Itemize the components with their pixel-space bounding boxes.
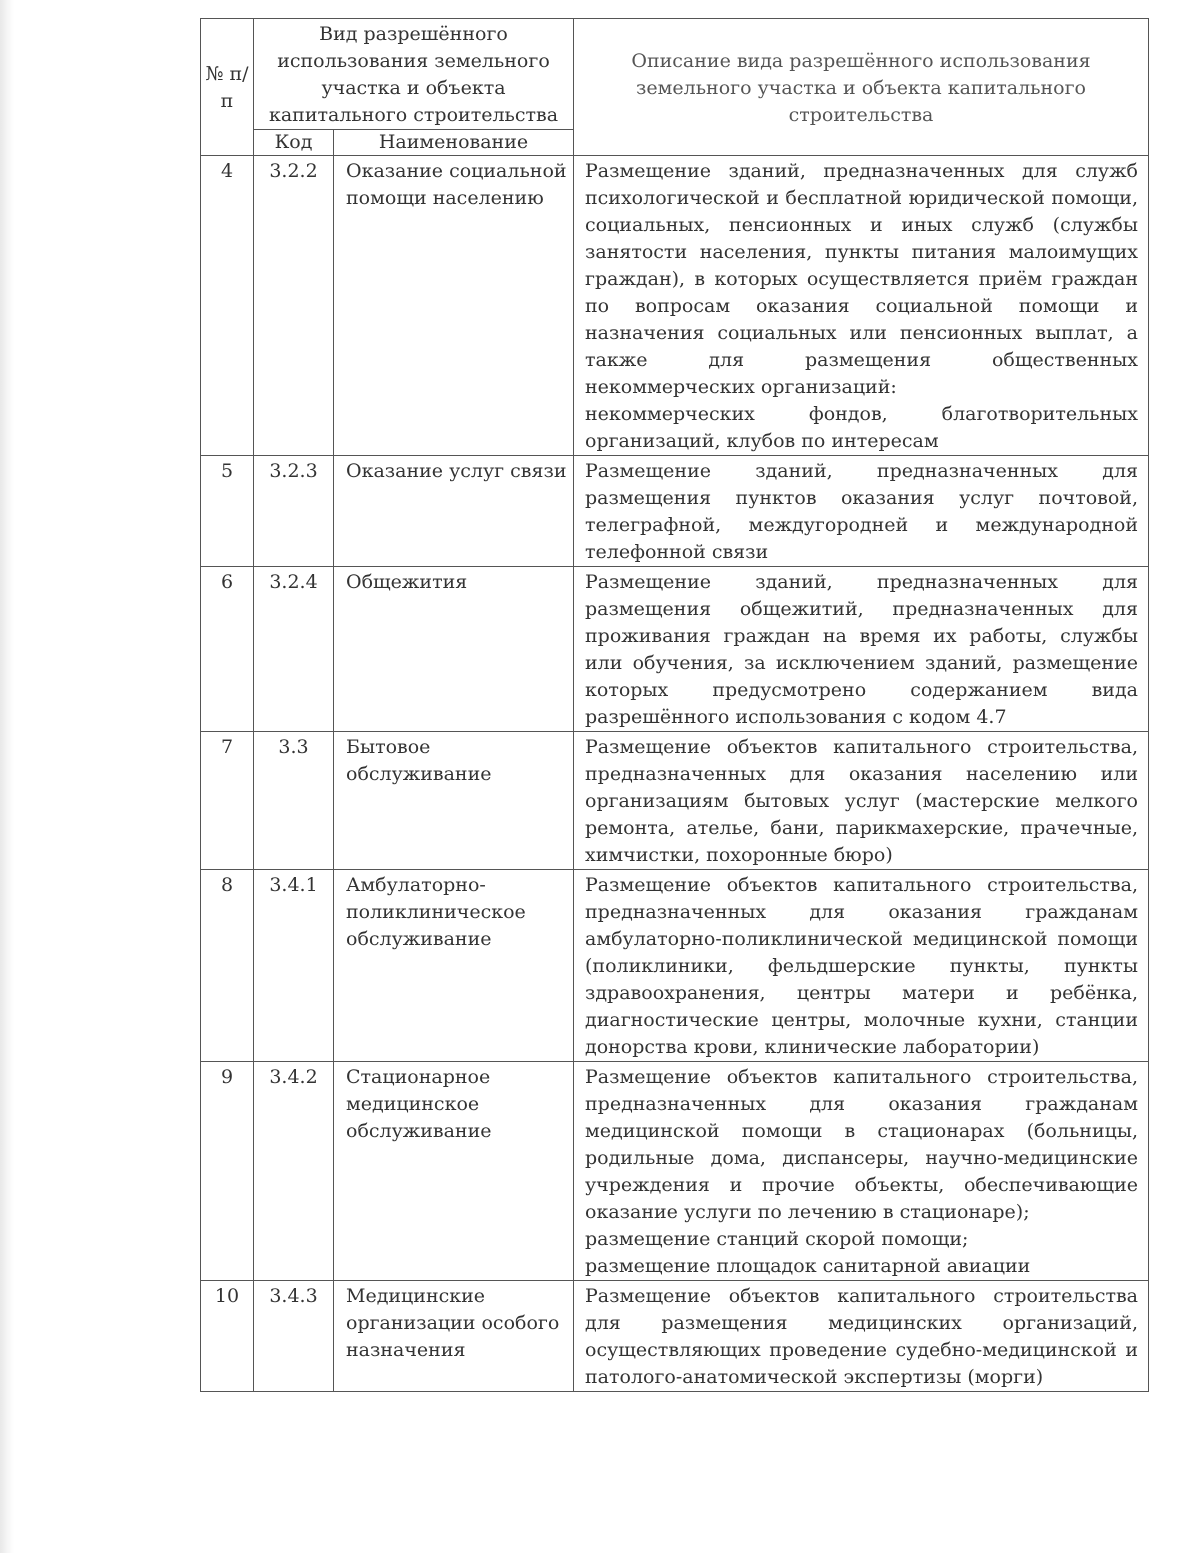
description-paragraph: некоммерческих фондов, благотворительных организаций, клубов по интересам <box>585 403 1138 452</box>
header-number: № п/п <box>201 19 254 156</box>
table-row <box>201 456 1149 567</box>
row-description <box>574 1281 1149 1392</box>
row-name: Амбулаторно-поликлиническое обслуживание <box>334 870 574 1062</box>
row-name: Общежития <box>334 567 574 732</box>
table-row <box>201 567 1149 732</box>
row-name: Бытовое обслуживание <box>334 732 574 870</box>
description-paragraph: Размещение объектов капитального строительства для размещения медицинских организаций, осуществляющих проведение судебно-медицинской и патолого-анатомической экспертизы (морги) <box>585 1285 1138 1388</box>
row-name: Медицинские организации особого назначения <box>334 1281 574 1392</box>
description-paragraph: Размещение объектов капитального строительства, предназначенных для оказания населению или организациям бытовых услуг (мастерские мелкого ремонта, ателье, бани, парикмахерские, прачечные, химчистки, похоронные бюро) <box>585 736 1138 866</box>
row-description <box>574 456 1149 567</box>
row-number: 9 <box>201 1062 254 1281</box>
description-paragraph: размещение станций скорой помощи; <box>585 1228 969 1250</box>
header-description: Описание вида разрешённого использования земельного участка и объекта капитального строительства <box>574 19 1149 156</box>
row-name: Оказание социальной помощи населению <box>334 156 574 456</box>
row-code: 3.3 <box>254 732 334 870</box>
table-row <box>201 732 1149 870</box>
description-paragraph: Размещение объектов капитального строительства, предназначенных для оказания гражданам амбулаторно-поликлинической медицинской помощи (поликлиники, фельдшерские пункты, пункты здравоохранения, центры матери и ребёнка, диагностические центры, молочные кухни, станции донорства крови, клинические лаборатории) <box>585 874 1138 1058</box>
table-row <box>201 156 1149 456</box>
row-name: Оказание услуг связи <box>334 456 574 567</box>
row-description <box>574 1062 1149 1281</box>
description-paragraph: Размещение объектов капитального строительства, предназначенных для оказания гражданам медицинской помощи в стационарах (больницы, родильные дома, диспансеры, научно-медицинские учреждения и прочие объекты, обеспечивающие оказание услуги по лечению в стационаре); <box>585 1066 1138 1223</box>
header-land-use-kind: Вид разрешённого использования земельного участка и объекта капитального строительства <box>254 19 574 130</box>
row-number: 4 <box>201 156 254 456</box>
row-number: 8 <box>201 870 254 1062</box>
scan-edge-shadow <box>0 0 14 1553</box>
header-name: Наименование <box>334 130 574 156</box>
header-code: Код <box>254 130 334 156</box>
row-description <box>574 870 1149 1062</box>
table-body <box>201 156 1149 1392</box>
row-name: Стационарное медицинское обслуживание <box>334 1062 574 1281</box>
row-description <box>574 156 1149 456</box>
row-number: 10 <box>201 1281 254 1392</box>
description-paragraph: размещение площадок санитарной авиации <box>585 1255 1031 1277</box>
row-number: 7 <box>201 732 254 870</box>
row-description <box>574 732 1149 870</box>
description-paragraph: Размещение зданий, предназначенных для размещения пунктов оказания услуг почтовой, телеграфной, междугородней и международной телефонной связи <box>585 460 1138 563</box>
table-row <box>201 1062 1149 1281</box>
row-code: 3.4.3 <box>254 1281 334 1392</box>
land-use-table <box>200 18 1149 1392</box>
row-code: 3.4.1 <box>254 870 334 1062</box>
table-row <box>201 870 1149 1062</box>
row-description <box>574 567 1149 732</box>
row-code: 3.2.3 <box>254 456 334 567</box>
row-code: 3.4.2 <box>254 1062 334 1281</box>
description-paragraph: Размещение зданий, предназначенных для размещения общежитий, предназначенных для проживания граждан на время их работы, службы или обучения, за исключением зданий, размещение которых предусмотрено содержанием вида разрешённого использования с кодом 4.7 <box>585 571 1138 728</box>
row-code: 3.2.2 <box>254 156 334 456</box>
row-number: 5 <box>201 456 254 567</box>
description-paragraph: Размещение зданий, предназначенных для служб психологической и бесплатной юридической помощи, социальных, пенсионных и иных служб (службы занятости населения, пункты питания малоимущих граждан), в которых осуществляется приём граждан по вопросам оказания социальной помощи и назначения социальных или пенсионных выплат, а также для размещения общественных некоммерческих организаций: <box>585 160 1138 398</box>
row-code: 3.2.4 <box>254 567 334 732</box>
table-header <box>201 19 1149 156</box>
row-number: 6 <box>201 567 254 732</box>
table-row <box>201 1281 1149 1392</box>
